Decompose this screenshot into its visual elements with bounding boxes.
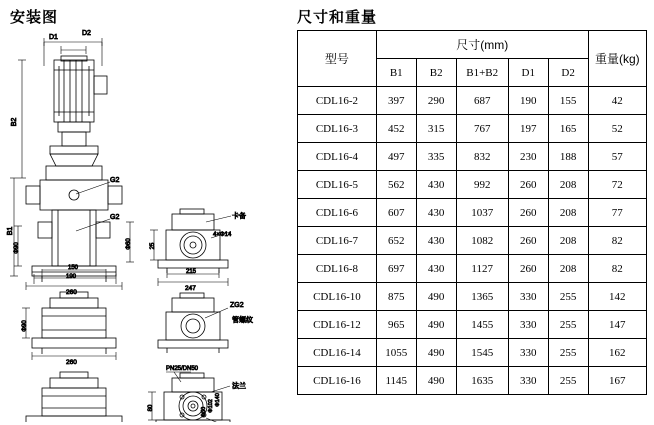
cell-b1b2: 992 — [456, 171, 508, 199]
cell-weight: 82 — [588, 255, 646, 283]
label-zg2: ZG2 — [230, 302, 244, 309]
cell-model: CDL16-2 — [298, 87, 377, 115]
cell-model: CDL16-7 — [298, 227, 377, 255]
pipe-thread-drawing — [158, 293, 253, 353]
cell-b2: 335 — [416, 143, 456, 171]
cell-b2: 290 — [416, 87, 456, 115]
cell-b1: 875 — [376, 283, 416, 311]
cell-b1: 452 — [376, 115, 416, 143]
table-body — [298, 87, 647, 395]
cell-b1b2: 1545 — [456, 339, 508, 367]
cell-weight: 162 — [588, 339, 646, 367]
table-row — [298, 255, 647, 283]
dim-phi90-middle: Φ90 — [22, 320, 28, 332]
cell-d2: 155 — [548, 87, 588, 115]
label-b1: B1 — [7, 226, 14, 236]
cell-d2: 208 — [548, 255, 588, 283]
dim-25: 25 — [150, 242, 156, 250]
table-row — [298, 367, 647, 395]
cell-weight: 142 — [588, 283, 646, 311]
dim-phi60-main: Φ60 — [126, 238, 132, 250]
cell-d2: 208 — [548, 199, 588, 227]
table-row — [298, 115, 647, 143]
table-row — [298, 199, 647, 227]
table-row — [298, 171, 647, 199]
cell-b1: 965 — [376, 311, 416, 339]
cell-b1: 697 — [376, 255, 416, 283]
cell-model: CDL16-16 — [298, 367, 377, 395]
dim-phi50: Φ50 — [201, 406, 207, 418]
dim-215: 215 — [186, 269, 197, 275]
cell-b2: 430 — [416, 227, 456, 255]
cell-model: CDL16-5 — [298, 171, 377, 199]
cell-d1: 260 — [508, 171, 548, 199]
main-elevation-drawing — [7, 30, 134, 296]
cell-d1: 330 — [508, 311, 548, 339]
cell-d1: 330 — [508, 283, 548, 311]
cell-b1b2: 1455 — [456, 311, 508, 339]
cell-d2: 165 — [548, 115, 588, 143]
cell-d1: 260 — [508, 255, 548, 283]
cell-d1: 330 — [508, 339, 548, 367]
cell-b2: 430 — [416, 255, 456, 283]
cell-b1: 497 — [376, 143, 416, 171]
bottom-left-drawing — [26, 372, 122, 422]
label-g2-upper: G2 — [110, 177, 120, 184]
cell-model: CDL16-14 — [298, 339, 377, 367]
header-b2: B2 — [416, 59, 456, 87]
cell-model: CDL16-8 — [298, 255, 377, 283]
cell-b1: 1055 — [376, 339, 416, 367]
cell-weight: 77 — [588, 199, 646, 227]
cell-b2: 490 — [416, 367, 456, 395]
cell-b1b2: 1037 — [456, 199, 508, 227]
cell-b2: 490 — [416, 339, 456, 367]
header-model: 型号 — [298, 31, 377, 87]
cell-d1: 230 — [508, 143, 548, 171]
cell-b2: 430 — [416, 171, 456, 199]
cell-model: CDL16-10 — [298, 283, 377, 311]
dim-phi102: Φ102 — [208, 399, 214, 413]
cell-model: CDL16-3 — [298, 115, 377, 143]
dim-phi140: Φ140 — [215, 393, 221, 407]
middle-left-drawing — [22, 292, 116, 366]
cell-b1: 562 — [376, 171, 416, 199]
dim-190: 190 — [66, 274, 77, 280]
installation-title: 安装图 — [10, 9, 59, 26]
label-flange: 法兰 — [232, 383, 246, 390]
cell-b1: 607 — [376, 199, 416, 227]
label-d2: D2 — [82, 30, 91, 37]
dim-phi90-main: Φ90 — [14, 242, 20, 254]
header-d2: D2 — [548, 59, 588, 87]
cell-b1: 1145 — [376, 367, 416, 395]
cell-d2: 255 — [548, 367, 588, 395]
header-b1: B1 — [376, 59, 416, 87]
cell-weight: 42 — [588, 87, 646, 115]
installation-drawing-panel — [0, 0, 292, 425]
dimensions-weight-table — [297, 30, 647, 395]
cell-d1: 260 — [508, 199, 548, 227]
cell-d2: 208 — [548, 171, 588, 199]
dimensions-table-wrap — [297, 30, 647, 395]
cell-b1b2: 1082 — [456, 227, 508, 255]
label-g2-lower: G2 — [110, 214, 120, 221]
cell-weight: 167 — [588, 367, 646, 395]
dim-80: 80 — [148, 404, 154, 412]
cell-d1: 197 — [508, 115, 548, 143]
cell-d2: 255 — [548, 339, 588, 367]
dim-260-middle: 260 — [66, 359, 77, 366]
cell-d2: 188 — [548, 143, 588, 171]
cell-b1b2: 1635 — [456, 367, 508, 395]
cell-model: CDL16-4 — [298, 143, 377, 171]
cell-b1: 397 — [376, 87, 416, 115]
cell-d1: 330 — [508, 367, 548, 395]
cell-d2: 208 — [548, 227, 588, 255]
cell-weight: 147 — [588, 311, 646, 339]
cell-b2: 490 — [416, 311, 456, 339]
table-row — [298, 87, 647, 115]
table-row — [298, 311, 647, 339]
cell-b1b2: 1365 — [456, 283, 508, 311]
cell-weight: 52 — [588, 115, 646, 143]
label-d1: D1 — [49, 34, 58, 41]
flange-drawing — [148, 366, 246, 422]
table-row — [298, 339, 647, 367]
cell-b2: 315 — [416, 115, 456, 143]
cell-b1b2: 1127 — [456, 255, 508, 283]
cell-b2: 430 — [416, 199, 456, 227]
table-head — [298, 31, 647, 87]
standby-view-drawing — [150, 209, 246, 292]
cell-model: CDL16-6 — [298, 199, 377, 227]
dimensions-weight-panel — [292, 0, 654, 425]
table-row — [298, 143, 647, 171]
cell-b1b2: 767 — [456, 115, 508, 143]
table-row — [298, 283, 647, 311]
label-pipe-thread: 管螺纹 — [232, 317, 253, 324]
table-row — [298, 227, 647, 255]
cell-weight: 57 — [588, 143, 646, 171]
cell-b1b2: 687 — [456, 87, 508, 115]
cell-d2: 255 — [548, 311, 588, 339]
dim-260: 260 — [66, 289, 77, 296]
label-4x14: 4×Φ14 — [213, 232, 232, 238]
cell-b1b2: 832 — [456, 143, 508, 171]
label-standby: 卡备 — [232, 213, 246, 220]
dim-150: 150 — [68, 265, 79, 271]
cell-b1: 652 — [376, 227, 416, 255]
installation-drawings — [6, 26, 290, 422]
cell-model: CDL16-12 — [298, 311, 377, 339]
dimensions-title: 尺寸和重量 — [297, 9, 378, 26]
cell-d2: 255 — [548, 283, 588, 311]
dim-247: 247 — [185, 285, 196, 292]
cell-weight: 82 — [588, 227, 646, 255]
cell-d1: 190 — [508, 87, 548, 115]
header-dims-group: 尺寸(mm) — [376, 31, 588, 59]
cell-weight: 72 — [588, 171, 646, 199]
cell-b2: 490 — [416, 283, 456, 311]
header-d1: D1 — [508, 59, 548, 87]
label-pn25-dn50: PN25/DN50 — [166, 366, 199, 372]
cell-d1: 260 — [508, 227, 548, 255]
label-b2: B2 — [11, 117, 18, 127]
table-header-row-1 — [298, 31, 647, 59]
header-weight: 重量(kg) — [588, 31, 646, 87]
header-b1-plus-b2: B1+B2 — [456, 59, 508, 87]
